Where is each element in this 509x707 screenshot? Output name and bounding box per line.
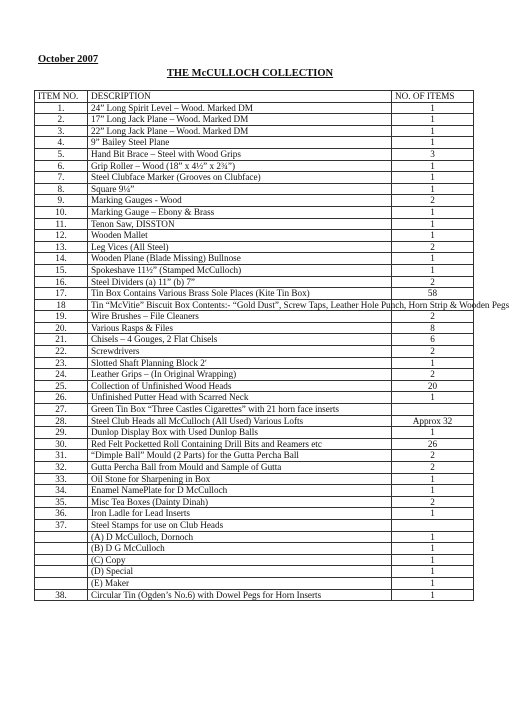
table-row <box>35 206 474 218</box>
item-number-cell: 3. <box>35 125 88 137</box>
item-count-cell: 1 <box>392 508 474 520</box>
item-count-cell: 1 <box>392 531 474 543</box>
item-count-cell: 2 <box>392 462 474 474</box>
item-number-cell: 11. <box>35 218 88 230</box>
table-row <box>35 357 474 369</box>
column-header-description: DESCRIPTION <box>88 91 392 103</box>
description-cell: Dunlop Display Box with Used Dunlop Balls <box>88 427 392 439</box>
item-number-cell: 16. <box>35 276 88 288</box>
item-number-cell: 23. <box>35 357 88 369</box>
description-cell: Marking Gauge – Ebony & Brass <box>88 206 392 218</box>
item-count-cell: 1 <box>392 114 474 126</box>
item-number-cell: 37. <box>35 519 88 531</box>
item-number-cell: 5. <box>35 148 88 160</box>
item-number-cell: 13. <box>35 241 88 253</box>
item-number-cell: 30. <box>35 438 88 450</box>
description-cell: Circular Tin (Ogden’s No.6) with Dowel Pegs for Horn Inserts <box>88 589 392 601</box>
item-number-cell: 8. <box>35 183 88 195</box>
description-cell: Steel Clubface Marker (Grooves on Clubface) <box>88 172 392 184</box>
description-cell: Wooden Plane (Blade Missing) Bullnose <box>88 253 392 265</box>
item-count-cell: 3 <box>392 148 474 160</box>
item-number-cell <box>35 566 88 578</box>
column-header-item-no: ITEM NO. <box>35 91 88 103</box>
description-cell: Slotted Shaft Planning Block 2ʹ <box>88 357 392 369</box>
item-count-cell: 1 <box>392 160 474 172</box>
item-count-cell: 26 <box>392 438 474 450</box>
item-number-cell: 22. <box>35 346 88 358</box>
description-cell: Leather Grips – (In Original Wrapping) <box>88 369 392 381</box>
item-number-cell: 24. <box>35 369 88 381</box>
item-count-cell: 2 <box>392 450 474 462</box>
item-count-cell: 1 <box>392 566 474 578</box>
description-cell: 17” Long Jack Plane – Wood. Marked DM <box>88 114 392 126</box>
table-row <box>35 334 474 346</box>
description-cell: Screwdrivers <box>88 346 392 358</box>
item-count-cell: 1 <box>392 172 474 184</box>
item-number-cell: 35. <box>35 496 88 508</box>
item-count-cell: 1 <box>392 473 474 485</box>
item-number-cell: 12. <box>35 230 88 242</box>
item-count-cell: 2 <box>392 311 474 323</box>
item-count-cell <box>392 404 474 416</box>
table-row <box>35 508 474 520</box>
description-cell: Steel Club Heads all McCulloch (All Used) Various Lofts <box>88 415 392 427</box>
description-cell: 9” Bailey Steel Plane <box>88 137 392 149</box>
item-count-cell: 1 <box>392 125 474 137</box>
item-count-cell: 1 <box>392 102 474 114</box>
table-row <box>35 554 474 566</box>
item-number-cell: 19. <box>35 311 88 323</box>
table-row <box>35 415 474 427</box>
description-cell: Tin “McVitie” Biscuit Box Contents:- “Gold Dust”, Screw Taps, Leather Hole Punch, Horn Strip & Wooden Pegs <box>88 299 392 311</box>
item-count-cell: 1 <box>392 253 474 265</box>
table-row <box>35 392 474 404</box>
table-row <box>35 450 474 462</box>
item-number-cell: 4. <box>35 137 88 149</box>
table-row <box>35 427 474 439</box>
description-cell: Enamel NamePlate for D McCulloch <box>88 485 392 497</box>
item-count-cell: 2 <box>392 369 474 381</box>
table-header-row <box>35 91 474 103</box>
description-cell: Spokeshave 11½” (Stamped McCulloch) <box>88 264 392 276</box>
item-count-cell: 1 <box>392 577 474 589</box>
table-row <box>35 276 474 288</box>
item-number-cell: 17. <box>35 288 88 300</box>
description-cell: Tin Box Contains Various Brass Sole Places (Kite Tin Box) <box>88 288 392 300</box>
table-row <box>35 160 474 172</box>
item-number-cell <box>35 554 88 566</box>
description-cell: “Dimple Ball” Mould (2 Parts) for the Gutta Percha Ball <box>88 450 392 462</box>
item-number-cell: 25. <box>35 380 88 392</box>
item-number-cell: 32. <box>35 462 88 474</box>
table-row <box>35 322 474 334</box>
column-header-count: NO. OF ITEMS <box>392 91 474 103</box>
item-count-cell: Approx 32 <box>392 415 474 427</box>
table-row <box>35 473 474 485</box>
item-number-cell: 9. <box>35 195 88 207</box>
item-count-cell: 8 <box>392 322 474 334</box>
document-title: THE McCULLOCH COLLECTION <box>166 68 334 79</box>
table-row <box>35 543 474 555</box>
table-row <box>35 230 474 242</box>
item-number-cell: 20. <box>35 322 88 334</box>
description-cell: (D) Special <box>88 566 392 578</box>
collection-table <box>34 90 509 601</box>
description-cell: (E) Maker <box>88 577 392 589</box>
table-row <box>35 288 474 300</box>
table-row <box>35 218 474 230</box>
item-number-cell <box>35 543 88 555</box>
description-cell: Hand Bit Brace – Steel with Wood Grips <box>88 148 392 160</box>
item-count-cell: 1 <box>392 543 474 555</box>
table-row <box>35 589 474 601</box>
description-cell: (A) D McCulloch, Dornoch <box>88 531 392 543</box>
table-row <box>35 369 474 381</box>
item-number-cell: 7. <box>35 172 88 184</box>
item-number-cell: 6. <box>35 160 88 172</box>
description-cell: Oil Stone for Sharpening in Box <box>88 473 392 485</box>
description-cell: Grip Roller – Wood (18” x 4½” x 2¾”) <box>88 160 392 172</box>
item-number-cell <box>35 577 88 589</box>
item-number-cell: 36. <box>35 508 88 520</box>
item-count-cell: 2 <box>392 276 474 288</box>
table-row <box>35 114 474 126</box>
item-number-cell: 27. <box>35 404 88 416</box>
item-count-cell: 2 <box>392 346 474 358</box>
table-row <box>35 125 474 137</box>
description-cell: Unfinished Putter Head with Scarred Neck <box>88 392 392 404</box>
item-count-cell: 1 <box>392 137 474 149</box>
item-number-cell: 1. <box>35 102 88 114</box>
table-row <box>35 264 474 276</box>
item-number-cell: 21. <box>35 334 88 346</box>
item-count-cell: 1 <box>392 357 474 369</box>
description-cell: Various Rasps & Files <box>88 322 392 334</box>
table-body <box>35 102 509 601</box>
item-number-cell: 31. <box>35 450 88 462</box>
description-cell: (B) D G McCulloch <box>88 543 392 555</box>
description-cell: Collection of Unfinished Wood Heads <box>88 380 392 392</box>
description-cell: Chisels – 4 Gouges, 2 Flat Chisels <box>88 334 392 346</box>
item-count-cell: 1 <box>392 230 474 242</box>
description-cell: Red Felt Pocketted Roll Containing Drill Bits and Reamers etc <box>88 438 392 450</box>
item-count-cell <box>392 519 474 531</box>
item-count-cell: 1 <box>392 485 474 497</box>
item-count-cell: 2 <box>392 241 474 253</box>
item-count-cell: 2 <box>392 195 474 207</box>
item-count-cell: 1 <box>392 264 474 276</box>
item-number-cell: 28. <box>35 415 88 427</box>
item-count-cell: 6 <box>392 334 474 346</box>
item-number-cell: 26. <box>35 392 88 404</box>
item-number-cell: 33. <box>35 473 88 485</box>
item-number-cell: 2. <box>35 114 88 126</box>
table-row <box>35 531 474 543</box>
description-cell: (C) Copy <box>88 554 392 566</box>
item-number-cell: 29. <box>35 427 88 439</box>
item-count-cell: 2 <box>392 496 474 508</box>
table-row <box>35 566 474 578</box>
table-row <box>35 299 474 311</box>
table-row <box>35 241 474 253</box>
item-number-cell: 14. <box>35 253 88 265</box>
description-cell: 24” Long Spirit Level – Wood. Marked DM <box>88 102 392 114</box>
item-count-cell: 20 <box>392 380 474 392</box>
description-cell: Iron Ladle for Lead Inserts <box>88 508 392 520</box>
document-date: October 2007 <box>38 54 99 65</box>
table-row <box>35 311 474 323</box>
item-number-cell: 34. <box>35 485 88 497</box>
table-row <box>35 577 474 589</box>
item-number-cell: 15. <box>35 264 88 276</box>
table-row <box>35 346 474 358</box>
table-row <box>35 137 474 149</box>
table-row <box>35 195 474 207</box>
item-count-cell: 58 <box>392 288 474 300</box>
table-row <box>35 172 474 184</box>
description-cell: Tenon Saw, DISSTON <box>88 218 392 230</box>
table-row <box>35 519 474 531</box>
item-count-cell: 1 <box>392 589 474 601</box>
item-count-cell: 1 <box>392 427 474 439</box>
item-count-cell: 1 <box>392 218 474 230</box>
description-cell: Green Tin Box “Three Castles Cigarettes” with 21 horn face inserts <box>88 404 392 416</box>
table-row <box>35 404 474 416</box>
table-row <box>35 496 474 508</box>
description-cell: Gutta Percha Ball from Mould and Sample of Gutta <box>88 462 392 474</box>
table-row <box>35 485 474 497</box>
description-cell: Steel Stamps for use on Club Heads <box>88 519 392 531</box>
table-row <box>35 148 474 160</box>
description-cell: Misc Tea Boxes (Dainty Dinah) <box>88 496 392 508</box>
table-row <box>35 462 474 474</box>
table-row <box>35 380 474 392</box>
description-cell: Wooden Mallet <box>88 230 392 242</box>
item-count-cell: 1 <box>392 206 474 218</box>
table-row <box>35 183 474 195</box>
table-row <box>35 253 474 265</box>
item-number-cell <box>35 531 88 543</box>
item-number-cell: 10. <box>35 206 88 218</box>
description-cell: Marking Gauges - Wood <box>88 195 392 207</box>
item-number-cell: 18 <box>35 299 88 311</box>
table-row <box>35 102 474 114</box>
description-cell: 22” Long Jack Plane – Wood. Marked DM <box>88 125 392 137</box>
description-cell: Wire Brushes – File Cleaners <box>88 311 392 323</box>
item-count-cell: 1 <box>392 392 474 404</box>
item-count-cell: 1 <box>392 183 474 195</box>
item-number-cell: 38. <box>35 589 88 601</box>
description-cell: Leg Vices (All Steel) <box>88 241 392 253</box>
description-cell: Square 9¼” <box>88 183 392 195</box>
item-count-cell: 1 <box>392 554 474 566</box>
description-cell: Steel Dividers (a) 11” (b) 7” <box>88 276 392 288</box>
table-row <box>35 438 474 450</box>
